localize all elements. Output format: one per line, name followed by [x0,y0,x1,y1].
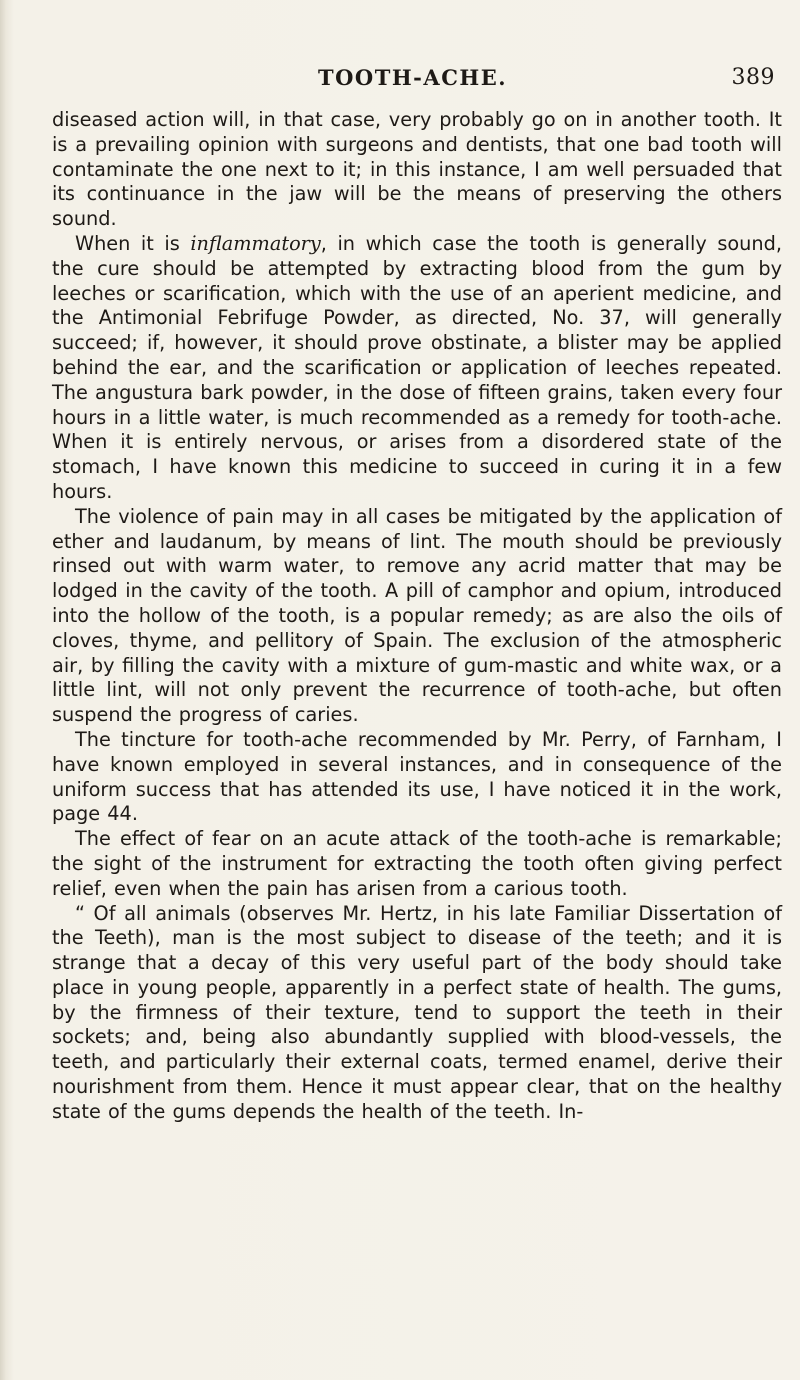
italic-term: inflammatory [190,231,321,255]
paragraph-text-after: , in which case the tooth is generally sound, the cure should be attempted by extracting blood from the gum by leeches or scarification, which with the use of an aperient medicine, and the Antimonial Febrifuge Powder, as directed, No. 37, will generally succeed; if, however, it should prove obstinate, a blister may be applied behind the ear, and the scarification or application of leeches repeated. The angustura bark powder, in the dose of fifteen grains, taken every four hours in a little water, is much recommended as a remedy for tooth-ache. When it is entirely nervous, or arises from a disordered state of the stomach, I have known this medicine to succeed in curing it in a few hours. [52,231,782,503]
paragraph: The effect of fear on an acute attack of the tooth-ache is remarkable; the sight of the instrument for extracting the tooth often giving perfect relief, even when the pain has arisen from a carious tooth. [52,827,782,900]
paragraph: diseased action will, in that case, very probably go on in another tooth. It is a prevailing opinion with surgeons and dentists, that one bad tooth will contaminate the one next to it; in this instance, I am well persuaded that its continuance in the jaw will be the means of preserving the others sound. [52,108,782,231]
body-text [52,108,782,1125]
paragraph-text-before: When it is [75,231,191,255]
paragraph [52,232,782,505]
paragraph: The tincture for tooth-ache recommended by Mr. Perry, of Farnham, I have known employed in several instances, and in consequence of the uniform success that has attended its use, I have noticed it in the work, page 44. [52,727,782,826]
page-number: 389 [731,65,775,90]
running-head: TOOTH-ACHE. [318,65,508,90]
paragraph: The violence of pain may in all cases be mitigated by the application of ether and laudanum, by means of lint. The mouth should be previously rinsed out with warm water, to remove any acrid matter that may be lodged in the cavity of the tooth. A pill of camphor and opium, introduced into the hollow of the tooth, is a popular remedy; as are also the oils of cloves, thyme, and pellitory of Spain. The exclusion of the atmospheric air, by filling the cavity with a mixture of gum-mastic and white wax, or a little lint, will not only prevent the recurrence of tooth-ache, but often suspend the progress of caries. [52,504,782,727]
paragraph: “ Of all animals (observes Mr. Hertz, in his late Familiar Dissertation of the Teeth), man is the most subject to disease of the teeth; and it is strange that a decay of this very useful part of the body should take place in young people, apparently in a perfect state of health. The gums, by the firmness of their texture, tend to support the teeth in their sockets; and, being also abundantly supplied with blood-vessels, the teeth, and particularly their external coats, termed enamel, derive their nourishment from them. Hence it must appear clear, that on the healthy state of the gums depends the health of the teeth. In- [52,901,782,1123]
page-header [0,65,800,95]
